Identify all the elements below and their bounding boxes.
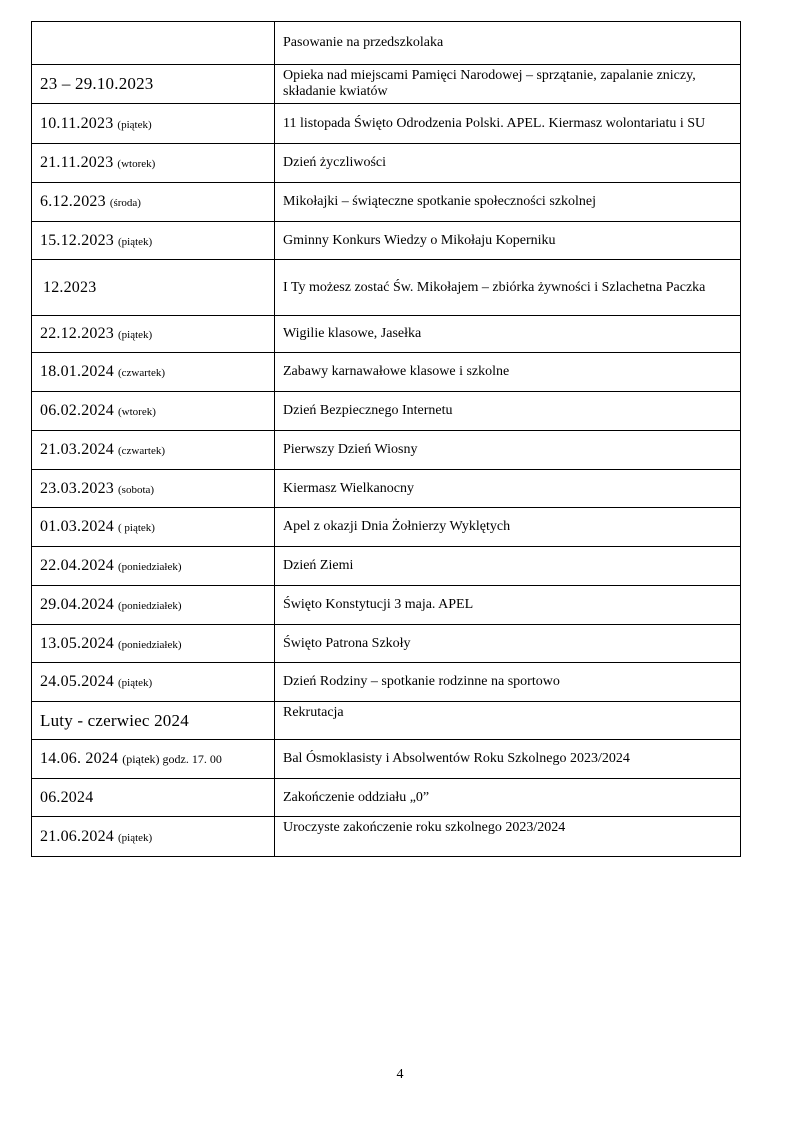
date-cell bbox=[32, 22, 275, 65]
date-cell: 24.05.2024 (piątek) bbox=[32, 663, 275, 702]
table-row bbox=[32, 353, 741, 392]
event-cell: I Ty możesz zostać Św. Mikołajem – zbiórka żywności i Szlachetna Paczka bbox=[275, 260, 741, 316]
event-cell: Święto Konstytucji 3 maja. APEL bbox=[275, 586, 741, 625]
table-row bbox=[32, 508, 741, 547]
date-cell: 22.12.2023 (piątek) bbox=[32, 316, 275, 353]
event-cell: Zabawy karnawałowe klasowe i szkolne bbox=[275, 353, 741, 392]
table-row bbox=[32, 22, 741, 65]
table-row bbox=[32, 222, 741, 260]
event-cell: Gminny Konkurs Wiedzy o Mikołaju Koperniku bbox=[275, 222, 741, 260]
event-cell: Mikołajki – świąteczne spotkanie społeczności szkolnej bbox=[275, 183, 741, 222]
event-cell: Dzień Bezpiecznego Internetu bbox=[275, 392, 741, 431]
table-row bbox=[32, 392, 741, 431]
event-cell: Zakończenie oddziału „0” bbox=[275, 779, 741, 817]
table-row bbox=[32, 547, 741, 586]
date-cell: 06.2024 bbox=[32, 779, 275, 817]
date-cell: 23 – 29.10.2023 bbox=[32, 65, 275, 104]
event-cell: Uroczyste zakończenie roku szkolnego 2023/2024 bbox=[275, 817, 741, 857]
event-cell: 11 listopada Święto Odrodzenia Polski. APEL. Kiermasz wolontariatu i SU bbox=[275, 104, 741, 144]
table-row bbox=[32, 817, 741, 857]
table-row bbox=[32, 316, 741, 353]
date-cell: 10.11.2023 (piątek) bbox=[32, 104, 275, 144]
event-cell: Wigilie klasowe, Jasełka bbox=[275, 316, 741, 353]
table-row bbox=[32, 65, 741, 104]
date-cell: 14.06. 2024 (piątek) godz. 17. 00 bbox=[32, 740, 275, 779]
table-row bbox=[32, 104, 741, 144]
date-cell: 29.04.2024 (poniedziałek) bbox=[32, 586, 275, 625]
table-row bbox=[32, 431, 741, 470]
date-cell: 15.12.2023 (piątek) bbox=[32, 222, 275, 260]
page-number: 4 bbox=[396, 1067, 404, 1082]
event-cell: Rekrutacja bbox=[275, 702, 741, 740]
event-cell: Święto Patrona Szkoły bbox=[275, 625, 741, 663]
table-row bbox=[32, 740, 741, 779]
table-row bbox=[32, 625, 741, 663]
date-cell: 6.12.2023 (środa) bbox=[32, 183, 275, 222]
date-cell: 23.03.2023 (sobota) bbox=[32, 470, 275, 508]
schedule-table bbox=[31, 21, 741, 857]
table-row bbox=[32, 779, 741, 817]
date-cell: 13.05.2024 (poniedziałek) bbox=[32, 625, 275, 663]
event-cell: Bal Ósmoklasisty i Absolwentów Roku Szkolnego 2023/2024 bbox=[275, 740, 741, 779]
event-cell: Pierwszy Dzień Wiosny bbox=[275, 431, 741, 470]
date-cell: 12.2023 bbox=[32, 260, 275, 316]
date-cell: 18.01.2024 (czwartek) bbox=[32, 353, 275, 392]
table-row bbox=[32, 144, 741, 183]
event-cell: Opieka nad miejscami Pamięci Narodowej – sprzątanie, zapalanie zniczy, składanie kwiatów bbox=[275, 65, 741, 104]
date-cell: 22.04.2024 (poniedziałek) bbox=[32, 547, 275, 586]
table-row bbox=[32, 470, 741, 508]
date-cell: 21.03.2024 (czwartek) bbox=[32, 431, 275, 470]
event-cell: Dzień Ziemi bbox=[275, 547, 741, 586]
event-cell: Dzień życzliwości bbox=[275, 144, 741, 183]
date-cell: 21.11.2023 (wtorek) bbox=[32, 144, 275, 183]
date-cell: 01.03.2024 ( piątek) bbox=[32, 508, 275, 547]
table-row bbox=[32, 663, 741, 702]
event-cell: Kiermasz Wielkanocny bbox=[275, 470, 741, 508]
event-cell: Pasowanie na przedszkolaka bbox=[275, 22, 741, 65]
date-cell: 21.06.2024 (piątek) bbox=[32, 817, 275, 857]
event-cell: Dzień Rodziny – spotkanie rodzinne na sportowo bbox=[275, 663, 741, 702]
date-cell: Luty - czerwiec 2024 bbox=[32, 702, 275, 740]
table-row bbox=[32, 183, 741, 222]
table-row bbox=[32, 586, 741, 625]
date-cell: 06.02.2024 (wtorek) bbox=[32, 392, 275, 431]
event-cell: Apel z okazji Dnia Żołnierzy Wyklętych bbox=[275, 508, 741, 547]
table-row bbox=[32, 260, 741, 316]
table-row bbox=[32, 702, 741, 740]
